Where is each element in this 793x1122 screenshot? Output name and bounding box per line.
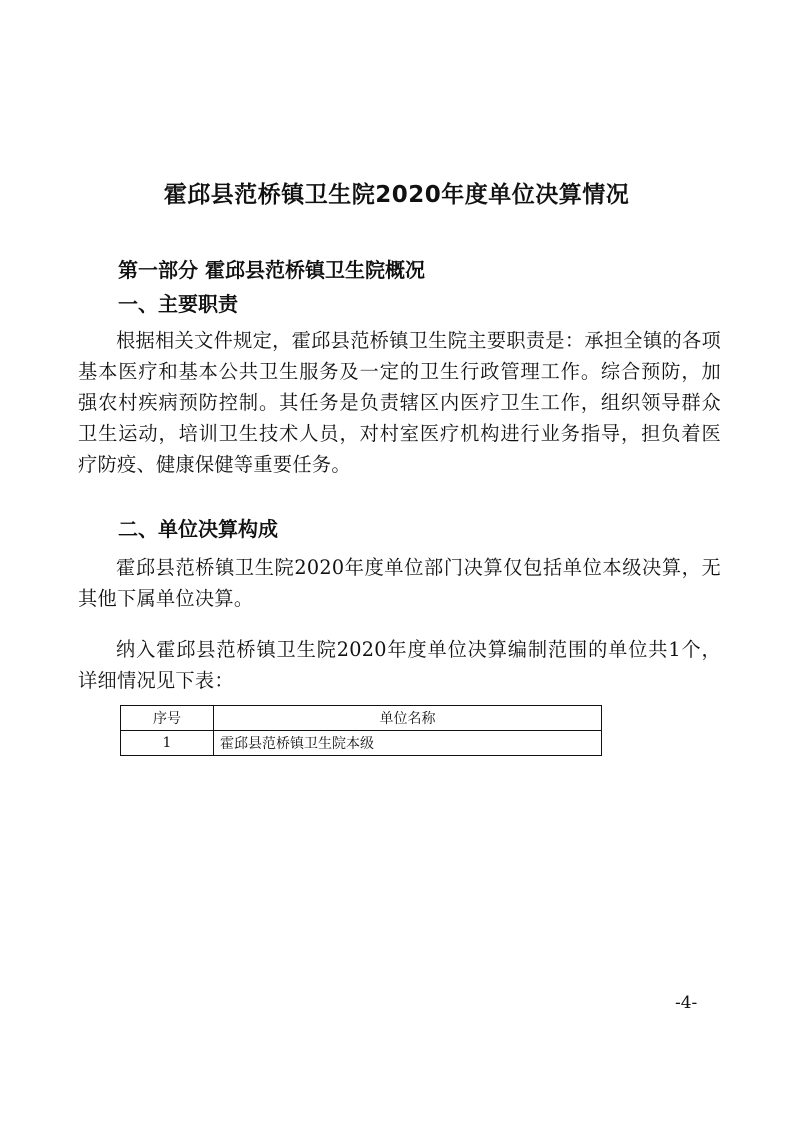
units-table [120, 705, 602, 756]
column-header-unit-name: 单位名称 [214, 706, 602, 731]
page-number: -4- [675, 993, 698, 1013]
duties-paragraph: 根据相关文件规定，霍邱县范桥镇卫生院主要职责是：承担全镇的各项基本医疗和基本公共卫生服务及一定的卫生行政管理工作。综合预防，加强农村疾病预防控制。其任务是负责辖区内医疗卫生工作，组织领导群众卫生运动，培训卫生技术人员，对村室医疗机构进行业务指导，担负着医疗防疫、健康保健等重要任务。 [78, 329, 721, 476]
part-one-heading: 第一部分 霍邱县范桥镇卫生院概况 [118, 258, 425, 282]
row-unit-name-cell: 霍邱县范桥镇卫生院本级 [214, 731, 602, 756]
column-header-index: 序号 [121, 706, 214, 731]
page-title: 霍邱县范桥镇卫生院2020年度单位决算情况 [163, 182, 630, 208]
composition-paragraph: 霍邱县范桥镇卫生院2020年度单位部门决算仅包括单位本级决算，无其他下属单位决算。 [78, 556, 721, 610]
section-composition-heading: 二、单位决算构成 [118, 517, 278, 541]
scope-paragraph: 纳入霍邱县范桥镇卫生院2020年度单位决算编制范围的单位共1个，详细情况见下表： [78, 638, 721, 692]
table-row [121, 731, 602, 756]
row-index-cell: 1 [121, 731, 214, 756]
section-duties-heading: 一、主要职责 [118, 292, 238, 316]
table-header-row [121, 706, 602, 731]
